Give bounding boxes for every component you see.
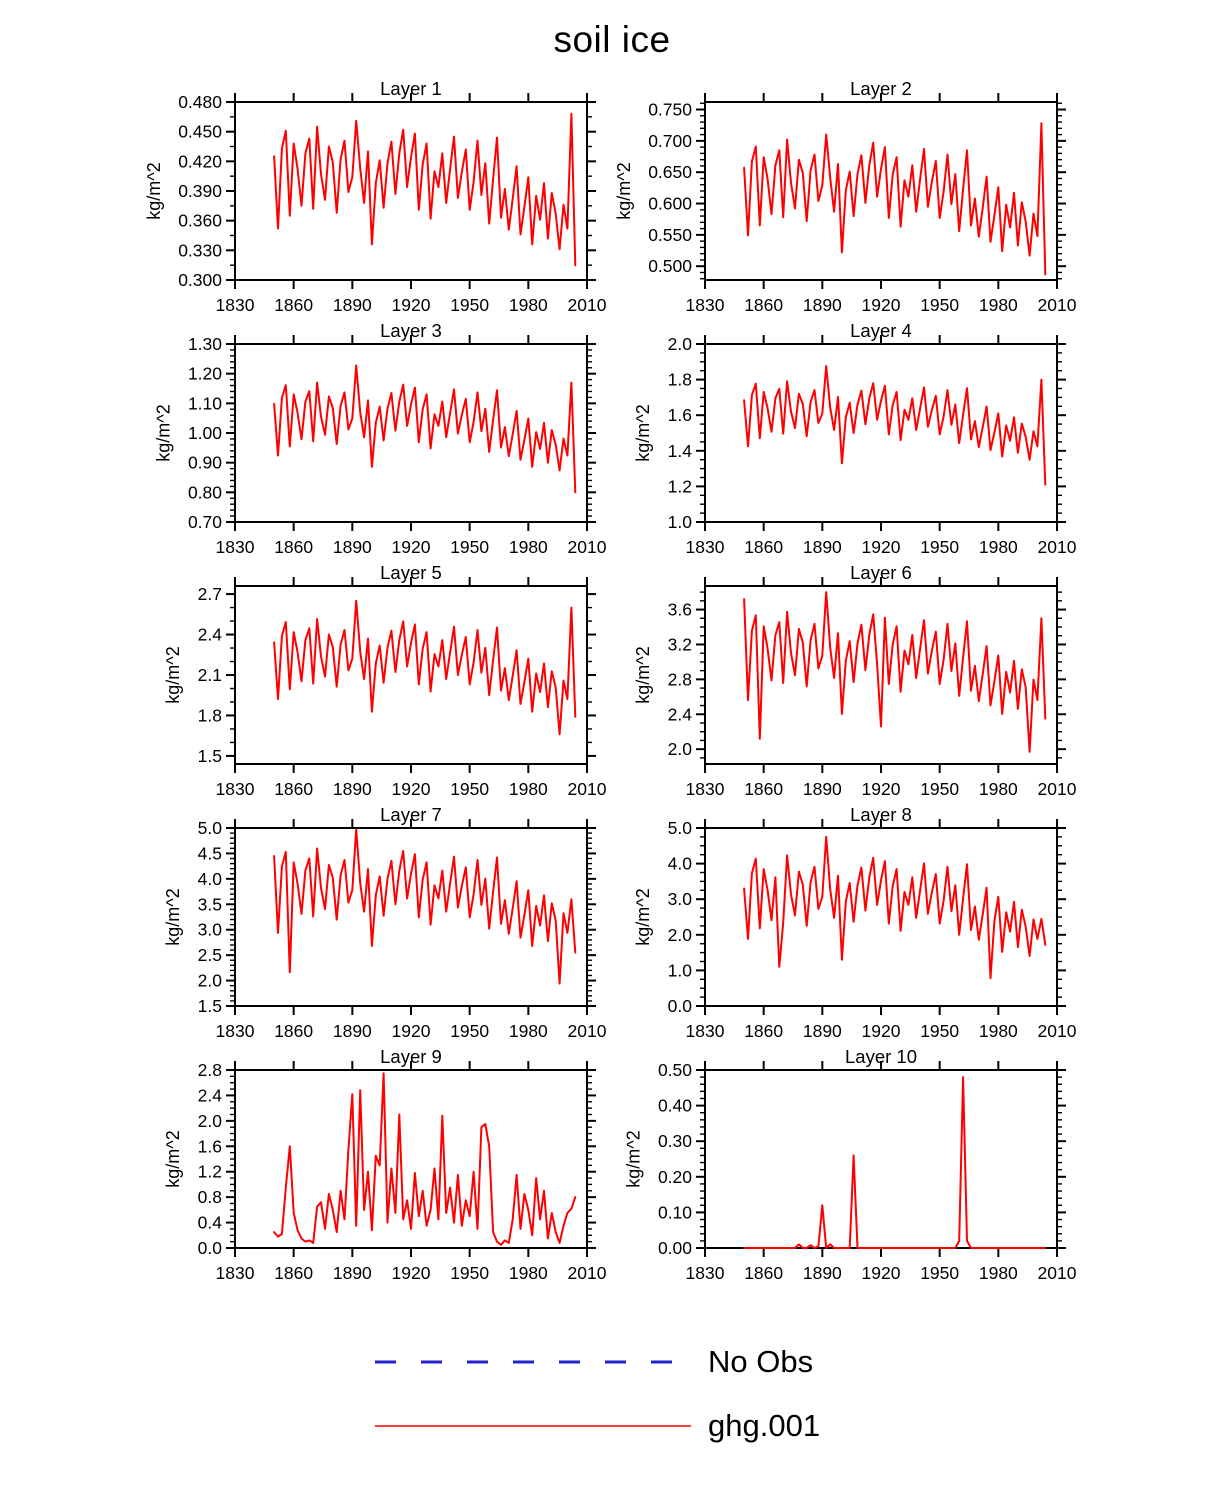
svg-text:1830: 1830 [685,1263,725,1283]
svg-text:0.650: 0.650 [648,162,692,183]
panel-layer-8 [610,806,1080,1048]
svg-text:1.2: 1.2 [197,1161,222,1182]
svg-text:0.330: 0.330 [178,240,222,261]
charts-grid [0,80,1220,1290]
plot-frame [705,1070,1057,1248]
svg-text:0.550: 0.550 [648,224,692,245]
svg-text:0.480: 0.480 [178,92,222,112]
svg-text:0.0: 0.0 [197,1238,222,1258]
panel-layer-5 [140,564,610,806]
svg-text:1950: 1950 [450,1263,490,1283]
y-axis [198,818,596,1016]
svg-text:5.0: 5.0 [667,818,692,838]
svg-text:0.0: 0.0 [667,996,692,1016]
svg-text:1.10: 1.10 [187,393,222,414]
legend-label-no-obs: No Obs [708,1344,814,1379]
svg-text:1830: 1830 [215,537,255,557]
svg-text:0.80: 0.80 [187,482,222,503]
x-axis [686,1061,1077,1283]
svg-text:1830: 1830 [685,779,725,799]
svg-text:1980: 1980 [978,295,1018,315]
series-line-ghg.001 [274,830,575,984]
series-line-ghg.001 [274,601,575,735]
y-axis-label: kg/m^2 [163,646,184,704]
y-axis [178,92,596,290]
svg-text:0.20: 0.20 [657,1166,692,1187]
svg-text:1920: 1920 [861,537,901,557]
svg-text:0.40: 0.40 [657,1095,692,1116]
svg-text:2010: 2010 [1037,537,1077,557]
plot-frame [705,344,1057,522]
y-axis-label: kg/m^2 [633,404,654,462]
svg-text:1950: 1950 [920,779,960,799]
svg-text:2.0: 2.0 [197,970,222,991]
svg-text:1860: 1860 [274,295,314,315]
svg-text:1.0: 1.0 [667,960,692,981]
svg-text:0.00: 0.00 [657,1238,692,1258]
panel-title: Layer 10 [845,1048,917,1067]
plot-frame [235,586,587,764]
svg-text:0.30: 0.30 [657,1131,692,1152]
svg-text:1950: 1950 [920,1021,960,1041]
chart-layer-9 [140,1048,610,1290]
svg-text:3.6: 3.6 [667,599,692,620]
panel-title: Layer 4 [850,322,912,341]
y-axis [668,334,1066,532]
svg-text:1.6: 1.6 [197,1136,222,1157]
legend-label-ghg001: ghg.001 [708,1408,821,1443]
x-axis [686,93,1077,315]
svg-text:1920: 1920 [861,1263,901,1283]
svg-text:1860: 1860 [744,537,784,557]
svg-text:2010: 2010 [1037,779,1077,799]
svg-text:1860: 1860 [744,1263,784,1283]
y-axis-label: kg/m^2 [633,646,654,704]
svg-text:0.500: 0.500 [648,256,692,277]
ghg001-line-sample [372,1408,694,1444]
svg-text:1920: 1920 [391,295,431,315]
svg-text:1830: 1830 [215,1263,255,1283]
plot-frame [705,828,1057,1006]
svg-text:2.0: 2.0 [667,924,692,945]
svg-text:1.8: 1.8 [667,369,692,390]
svg-text:1920: 1920 [861,295,901,315]
svg-text:1890: 1890 [332,537,372,557]
svg-text:1980: 1980 [978,1021,1018,1041]
series-line-ghg.001 [744,837,1045,978]
series-line-ghg.001 [274,1073,575,1245]
svg-text:1890: 1890 [802,1021,842,1041]
svg-text:2.7: 2.7 [197,584,222,605]
svg-text:1.20: 1.20 [187,363,222,384]
svg-text:1980: 1980 [508,295,548,315]
panel-title: Layer 8 [850,806,912,825]
y-axis-label: kg/m^2 [623,1130,644,1188]
series-line-ghg.001 [274,365,575,492]
svg-text:1890: 1890 [802,295,842,315]
legend [372,1330,1224,1458]
svg-text:1950: 1950 [450,537,490,557]
svg-text:1860: 1860 [744,295,784,315]
panel-layer-7 [140,806,610,1048]
svg-text:0.8: 0.8 [197,1187,222,1208]
svg-text:2010: 2010 [567,537,607,557]
x-axis [216,93,607,315]
y-axis-label: kg/m^2 [614,162,634,220]
svg-text:0.420: 0.420 [178,151,222,172]
x-axis [686,819,1077,1041]
y-axis-label: kg/m^2 [633,888,654,946]
svg-text:1920: 1920 [391,779,431,799]
svg-text:3.0: 3.0 [197,919,222,940]
svg-text:1920: 1920 [861,779,901,799]
svg-text:4.5: 4.5 [197,843,222,864]
svg-text:1920: 1920 [861,1021,901,1041]
svg-text:0.90: 0.90 [187,452,222,473]
svg-text:1980: 1980 [978,779,1018,799]
legend-entry-no-obs [372,1330,1224,1394]
x-axis [216,335,607,557]
panel-title: Layer 6 [850,564,912,583]
svg-text:1830: 1830 [215,295,255,315]
svg-text:1830: 1830 [685,1021,725,1041]
svg-text:5.0: 5.0 [197,818,222,838]
svg-text:1950: 1950 [450,779,490,799]
svg-text:3.0: 3.0 [667,889,692,910]
legend-entry-ghg001 [372,1394,1224,1458]
svg-text:1.30: 1.30 [187,334,222,354]
svg-text:2010: 2010 [567,779,607,799]
panel-layer-9 [140,1048,610,1290]
svg-text:3.5: 3.5 [197,894,222,915]
svg-text:1860: 1860 [274,1263,314,1283]
svg-text:2010: 2010 [1037,1021,1077,1041]
panel-layer-4 [610,322,1080,564]
series-line-ghg.001 [744,366,1045,485]
svg-text:1830: 1830 [215,1021,255,1041]
svg-text:1860: 1860 [274,1021,314,1041]
svg-text:2.8: 2.8 [667,669,692,690]
svg-text:0.50: 0.50 [657,1060,692,1080]
chart-layer-5 [140,564,610,806]
chart-layer-1 [140,80,610,322]
svg-text:2010: 2010 [1037,295,1077,315]
svg-text:1950: 1950 [920,1263,960,1283]
no-obs-line-sample [372,1344,694,1380]
svg-text:0.4: 0.4 [197,1212,222,1233]
panel-title: Layer 7 [380,806,442,825]
y-axis [188,334,596,532]
svg-text:0.700: 0.700 [648,130,692,151]
svg-text:1.2: 1.2 [667,476,692,497]
svg-text:1890: 1890 [332,779,372,799]
svg-text:1.8: 1.8 [197,705,222,726]
svg-text:1980: 1980 [508,1021,548,1041]
chart-layer-7 [140,806,610,1048]
svg-text:0.390: 0.390 [178,181,222,201]
svg-text:1890: 1890 [802,1263,842,1283]
svg-text:2010: 2010 [1037,1263,1077,1283]
svg-text:1980: 1980 [508,537,548,557]
svg-text:1.0: 1.0 [667,512,692,532]
svg-text:2.8: 2.8 [197,1060,222,1080]
svg-text:1950: 1950 [920,295,960,315]
chart-layer-10 [610,1048,1080,1290]
svg-text:1.5: 1.5 [197,745,222,766]
panel-title: Layer 2 [850,80,912,99]
svg-text:1860: 1860 [274,779,314,799]
svg-text:1830: 1830 [215,779,255,799]
svg-text:1920: 1920 [391,1021,431,1041]
svg-text:0.70: 0.70 [187,512,222,532]
svg-text:4.0: 4.0 [667,853,692,874]
panel-layer-1 [140,80,610,322]
series-line-ghg.001 [274,114,575,265]
svg-text:1890: 1890 [802,537,842,557]
svg-text:1920: 1920 [391,1263,431,1283]
svg-text:1890: 1890 [332,1263,372,1283]
panel-layer-3 [140,322,610,564]
y-axis-label: kg/m^2 [163,1130,184,1188]
svg-text:1980: 1980 [978,1263,1018,1283]
svg-text:1890: 1890 [802,779,842,799]
svg-text:1920: 1920 [391,537,431,557]
svg-text:2.4: 2.4 [667,704,692,725]
svg-text:2.4: 2.4 [197,1085,222,1106]
svg-text:0.360: 0.360 [178,210,222,231]
svg-text:2010: 2010 [567,1021,607,1041]
svg-text:2.0: 2.0 [667,334,692,354]
series-line-ghg.001 [744,592,1045,752]
svg-text:1980: 1980 [508,779,548,799]
svg-text:1.00: 1.00 [187,423,222,443]
svg-text:2.0: 2.0 [197,1110,222,1131]
svg-text:1950: 1950 [450,295,490,315]
svg-text:2010: 2010 [567,1263,607,1283]
svg-text:1890: 1890 [332,1021,372,1041]
chart-layer-3 [140,322,610,564]
svg-text:1830: 1830 [685,537,725,557]
svg-text:1980: 1980 [508,1263,548,1283]
panel-layer-2 [610,80,1080,322]
svg-text:1950: 1950 [450,1021,490,1041]
y-axis-label: kg/m^2 [163,888,184,946]
x-axis [216,1061,607,1283]
svg-text:1830: 1830 [685,295,725,315]
svg-text:1890: 1890 [332,295,372,315]
svg-text:4.0: 4.0 [197,868,222,889]
svg-text:1.4: 1.4 [667,440,692,461]
plot-frame [235,344,587,522]
svg-text:0.750: 0.750 [648,99,692,120]
chart-layer-2 [610,80,1080,322]
panel-layer-6 [610,564,1080,806]
svg-text:1.6: 1.6 [667,405,692,426]
x-axis [216,577,607,799]
panel-layer-10 [610,1048,1080,1290]
series-line-ghg.001 [744,123,1045,274]
svg-text:1.5: 1.5 [197,996,222,1016]
svg-text:2.4: 2.4 [197,624,222,645]
svg-text:0.300: 0.300 [178,270,222,290]
svg-text:2.5: 2.5 [197,945,222,966]
svg-text:1980: 1980 [978,537,1018,557]
svg-text:2.0: 2.0 [667,739,692,760]
svg-text:0.450: 0.450 [178,121,222,142]
svg-text:1860: 1860 [744,1021,784,1041]
svg-text:1860: 1860 [274,537,314,557]
svg-text:0.600: 0.600 [648,193,692,214]
svg-text:1950: 1950 [920,537,960,557]
panel-title: Layer 9 [380,1048,442,1067]
page-title: soil ice [553,19,671,60]
svg-text:2010: 2010 [567,295,607,315]
chart-layer-8 [610,806,1080,1048]
y-axis-label: kg/m^2 [144,162,164,220]
svg-text:2.1: 2.1 [197,665,222,685]
svg-text:3.2: 3.2 [667,634,692,655]
y-axis [658,1060,1066,1258]
chart-layer-4 [610,322,1080,564]
svg-text:1860: 1860 [744,779,784,799]
y-axis-label: kg/m^2 [153,404,174,462]
series-line-ghg.001 [744,1077,1045,1248]
panel-title: Layer 1 [380,80,442,99]
panel-title: Layer 3 [380,322,442,341]
svg-text:0.10: 0.10 [657,1202,692,1223]
chart-layer-6 [610,564,1080,806]
panel-title: Layer 5 [380,564,442,583]
